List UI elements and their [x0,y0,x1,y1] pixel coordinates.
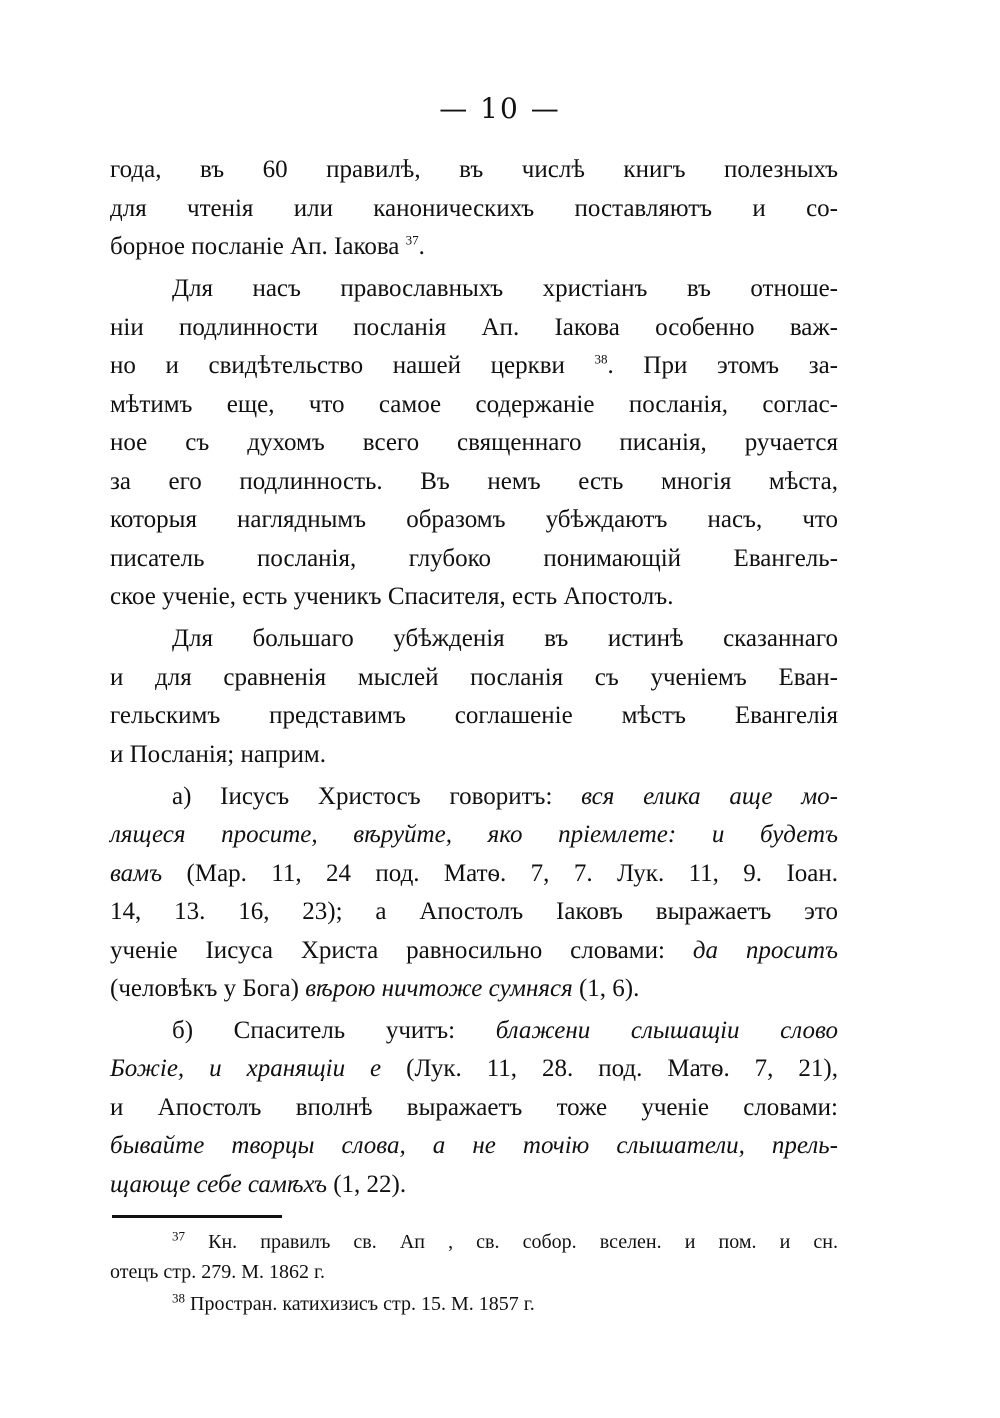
text-segment: б) Спаситель учитъ: [172,1017,496,1044]
footnote-text: Кн. правилъ св. Ап , св. собор. вселен. и пом. и сн. [185,1231,838,1253]
text-segment: да проситъ [692,937,838,964]
text-segment: вамъ [110,860,163,887]
text-segment: и Посланія; наприм. [110,741,326,768]
footnote-text: отецъ стр. 279. М. 1862 г. [110,1261,325,1283]
text-segment: Для большаго убѣжденія въ истинѣ сказаннаго [172,625,838,652]
text-segment: ніи подлинности посланія Ап. Іакова особенно важ- [110,314,838,341]
text-segment: а) Іисусъ Христосъ говоритъ: [172,783,582,810]
text-segment: мѣтимъ еще, что самое содержаніе посланія, соглас- [110,391,838,418]
text-segment: (Мар. 11, 24 под. Матѳ. 7, 7. Лук. 11, 9. Іоан. [162,860,838,887]
text-segment: (1, 6). [572,975,640,1002]
text-line [110,622,838,656]
text-line [110,895,838,929]
footnote-text: Простран. катихизисъ стр. 15. М. 1857 г. [185,1293,535,1315]
footnote-line [110,1290,838,1318]
text-segment: бывайте творцы слова, а не точію слышатели, прель- [110,1132,838,1159]
text-segment: Божіе, и хранящіи е [110,1055,382,1082]
text-segment: но и свидѣтельство нашей церкви [110,352,595,379]
text-line [110,738,838,772]
text-line [110,972,838,1006]
text-line [110,661,838,695]
footnote-number: 38 [172,1290,185,1306]
text-segment: писатель посланія, глубоко понимающій Евангель- [110,545,838,572]
text-line [110,388,838,422]
footnote-line [110,1228,838,1256]
text-line [110,934,838,968]
text-segment: вѣрою ничтоже сумняся [305,975,573,1002]
text-line [110,503,838,537]
text-line [110,192,838,226]
text-segment: года, въ 60 правилѣ, въ числѣ книгъ полезныхъ [110,156,838,183]
text-line [110,1129,838,1163]
text-segment: ное съ духомъ всего священнаго писанія, ручается [110,429,838,456]
text-segment: вся елика аще мо- [581,783,838,810]
text-line [110,153,838,187]
text-line [110,272,838,306]
footnote-number: 37 [172,1228,185,1244]
text-line [110,818,838,852]
footnote-ref: 38 [594,351,608,367]
text-line [110,349,838,383]
text-line [110,580,838,614]
text-segment: (Лук. 11, 28. под. Матѳ. 7, 21), [381,1055,838,1082]
text-segment: 14, 13. 16, 23); а Апостолъ Іаковъ выражаетъ это [110,898,838,925]
text-segment: которыя нагляднымъ образомъ убѣждаютъ насъ, что [110,506,838,533]
footnote-divider [112,1215,282,1218]
text-line [110,1052,838,1086]
text-segment: ученіе Іисуса Христа равносильно словами: [110,937,693,964]
text-line [110,542,838,576]
footnote-ref: 37 [405,232,419,248]
text-line [110,426,838,460]
text-segment: блажени слышащіи слово [495,1017,838,1044]
footnote-line [110,1258,838,1286]
text-segment: . [418,233,425,260]
text-line [110,465,838,499]
text-line [110,780,838,814]
text-segment: борное посланіе Ап. Іакова [110,233,406,260]
text-line [110,1091,838,1125]
text-segment: (1, 22). [326,1171,407,1198]
text-segment: Для насъ православныхъ христіанъ въ отноше- [172,275,838,302]
text-line [110,857,838,891]
text-segment: . При этомъ за- [607,352,839,379]
text-line [110,311,838,345]
text-line [110,1168,838,1202]
text-line [110,230,838,264]
text-segment: гельскимъ представимъ соглашеніе мѣстъ Евангелія [110,702,838,729]
text-segment: за его подлинность. Въ немъ есть многія мѣста, [110,468,838,495]
text-segment: для чтенія или каноническихъ поставляютъ и со- [110,195,838,222]
text-line [110,699,838,733]
text-segment: и для сравненія мыслей посланія съ ученіемъ Еван- [110,664,838,691]
text-segment: лящеся просите, вѣруйте, яко пріемлете: и будетъ [110,821,838,848]
text-segment: (человѣкъ у Бога) [110,975,306,1002]
page-number: — 10 — [439,92,561,125]
text-segment: и Апостолъ вполнѣ выражаетъ тоже ученіе словами: [110,1094,838,1121]
text-segment: ское ученіе, есть ученикъ Спасителя, есть Апостолъ. [110,583,674,610]
text-line [110,1014,838,1048]
text-segment: щающе себе самѣхъ [110,1171,327,1198]
